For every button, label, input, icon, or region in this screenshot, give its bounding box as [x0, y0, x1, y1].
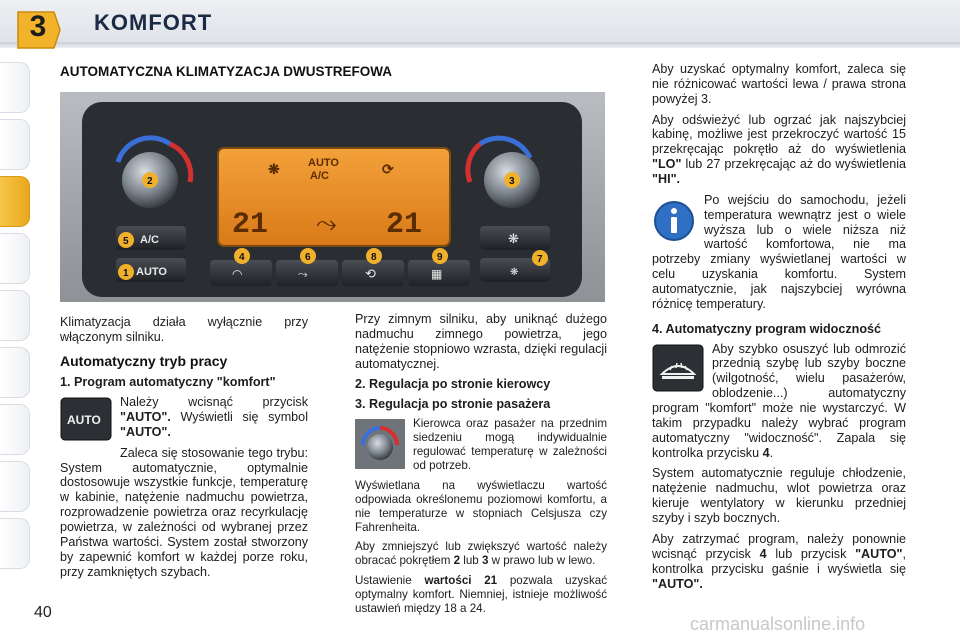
chapter-tab[interactable]: [0, 518, 30, 569]
watermark: carmanualsonline.info: [690, 614, 866, 634]
chapter-tabs: [0, 62, 34, 575]
callout-label: 8: [371, 252, 377, 263]
callout-label: 7: [537, 254, 543, 265]
temperature-paragraph-4: Ustawienie wartości 21 pozwala uzyskać optymalny komfort. Niemniej, istnieje możliwość ustawień między 18 a 24.: [355, 574, 608, 616]
svg-text:⤳: ⤳: [298, 267, 308, 281]
display-mode2: A/C: [310, 170, 329, 182]
climate-panel-drawing: [60, 92, 605, 302]
temperature-knob-icon: [355, 419, 405, 473]
section-heading: AUTOMATYCZNA KLIMATYZACJA DWUSTREFOWA: [60, 64, 392, 79]
info-icon: [652, 199, 696, 247]
callout-label: 5: [123, 236, 129, 247]
header-rule: [0, 42, 960, 48]
svg-text:⟳: ⟳: [382, 161, 394, 177]
chapter-tab[interactable]: [0, 119, 30, 170]
page-title: KOMFORT: [94, 10, 213, 35]
chapter-number: 3: [29, 10, 47, 43]
item-1-paragraph-2: Zaleca się stosowanie tego trybu: System automatycznie, optymalnie dostosowuje wszystkie funkcje, temperaturę w kabinie, natężenie nadmuchu powietrza, rozprowadzenie powietrza oraz recyrkulację powietrza, w zależności od wybranej przez Państwa wartości. System został stworzony by zapewnić komfort w każdej porze roku, przy zamkniętych szybach.: [60, 445, 308, 579]
display-right-temp: 21: [386, 208, 423, 242]
visibility-paragraph-1: Aby szybko osuszyć lub odmrozić przednią szybę lub szyby boczne (wilgotność, wielu pasażerów, oblodzenie...) automatyczny program "komfort" może nie wystarczyć. W takim przypadku należy wybrać program automatyczny "widoczność". Zapala się kontrolka przycisku 4.: [652, 341, 906, 460]
chapter-tab[interactable]: [0, 461, 30, 512]
display-left-temp: 21: [232, 208, 269, 242]
page-header: [0, 0, 960, 50]
page-number: 40: [34, 604, 52, 621]
svg-text:❋: ❋: [508, 232, 519, 247]
ac-button-label: A/C: [140, 234, 159, 246]
climate-panel-photo: [60, 92, 605, 302]
lo-hi-paragraph: Aby odświeżyć lub ogrzać jak najszybciej kabinę, możliwe jest przekroczyć wartość 15 przekręcając pokrętło aż do wyświetlenia "LO" lub 27 przekręcając aż do wyświetlenia "HI".: [652, 112, 906, 187]
svg-text:⟲: ⟲: [365, 267, 376, 282]
left-column: [60, 315, 308, 585]
svg-text:⤳: ⤳: [316, 209, 337, 239]
callout-label: 4: [239, 252, 245, 263]
visibility-paragraph-2: System automatycznie reguluje chłodzenie, natężenie nadmuchu, wlot powietrza oraz kieruje wentylatory w kierunku przedniej szyby i szyb bocznych.: [652, 466, 906, 526]
item-2-heading: 2. Regulacja po stronie kierowcy: [355, 377, 551, 392]
item-3-heading: 3. Regulacja po stronie pasażera: [355, 397, 551, 412]
auto-button-icon: [60, 397, 112, 445]
item-1-paragraph-1: Należy wcisnąć przycisk "AUTO". Wyświetli się symbol "AUTO".: [120, 395, 308, 439]
chapter-tab[interactable]: [0, 347, 30, 398]
middle-column: [355, 312, 607, 622]
auto-icon-label: AUTO: [67, 413, 101, 428]
svg-text:◠: ◠: [232, 267, 243, 281]
cold-engine-paragraph: Przy zimnym silniku, aby uniknąć dużego nadmuchu zimnego powietrza, jego natężenie stopniowo wzrasta, dzięki regulacji automatycznej.: [355, 312, 607, 371]
temperature-paragraph-2: Wyświetlana na wyświetlaczu wartość odpowiada określonemu poziomowi komfortu, a nie temperaturze w stopniach Celsjusza czy Fahrenheita.: [355, 478, 607, 534]
chapter-tab-active[interactable]: [0, 176, 30, 227]
intro-paragraph: Klimatyzacja działa wyłącznie przy włączonym silniku.: [60, 315, 308, 344]
callout-label: 3: [509, 176, 515, 187]
callout-label: 1: [123, 268, 129, 279]
auto-button-label: AUTO: [136, 266, 167, 278]
chapter-badge: [14, 8, 62, 52]
temperature-paragraph-3: Aby zmniejszyć lub zwiększyć wartość należy obracać pokrętłem 2 lub 3 w prawo lub w lewo.: [355, 540, 607, 568]
comfort-difference-paragraph: Aby uzyskać optymalny komfort, zaleca się nie różnicować wartości lewa / prawa strona powyżej 3.: [652, 62, 906, 106]
windscreen-demist-icon: [652, 344, 704, 396]
callout-label: 2: [147, 176, 153, 187]
temperature-paragraph-1: Kierowca oraz pasażer na przednim siedzeniu mogą indywidualnie regulować temperaturę w zależności od potrzeb.: [413, 417, 607, 472]
callout-label: 9: [437, 252, 443, 263]
right-column: [652, 62, 906, 597]
item-1-heading: 1. Program automatyczny "komfort": [60, 375, 276, 390]
chapter-tab[interactable]: [0, 233, 30, 284]
svg-text:▦: ▦: [431, 267, 443, 281]
svg-text:❋: ❋: [510, 267, 519, 278]
info-paragraph: Po wejściu do samochodu, jeżeli temperatura wewnątrz jest o wiele wyższa lub o wiele niższa niż wartość komfortowa, nie ma potrzeby zmiany wyświetlanej wartości w celu uzyskania komfortu. System automatycznie, jak najszybciej wyrówna różnicę temperatury.: [652, 192, 906, 311]
display-mode: AUTO: [308, 157, 339, 169]
chapter-tab[interactable]: [0, 404, 30, 455]
chapter-tab[interactable]: [0, 62, 30, 113]
item-4-heading: 4. Automatyczny program widoczność: [652, 321, 882, 336]
svg-text:❋: ❋: [268, 161, 280, 177]
subheading-auto-mode: Automatyczny tryb pracy: [60, 352, 228, 369]
chapter-tab[interactable]: [0, 290, 30, 341]
callout-label: 6: [305, 252, 311, 263]
visibility-paragraph-3: Aby zatrzymać program, należy ponownie wcisnąć przycisk 4 lub przycisk "AUTO", kontrolka przycisku gaśnie i wyświetla się "AUTO".: [652, 531, 906, 591]
